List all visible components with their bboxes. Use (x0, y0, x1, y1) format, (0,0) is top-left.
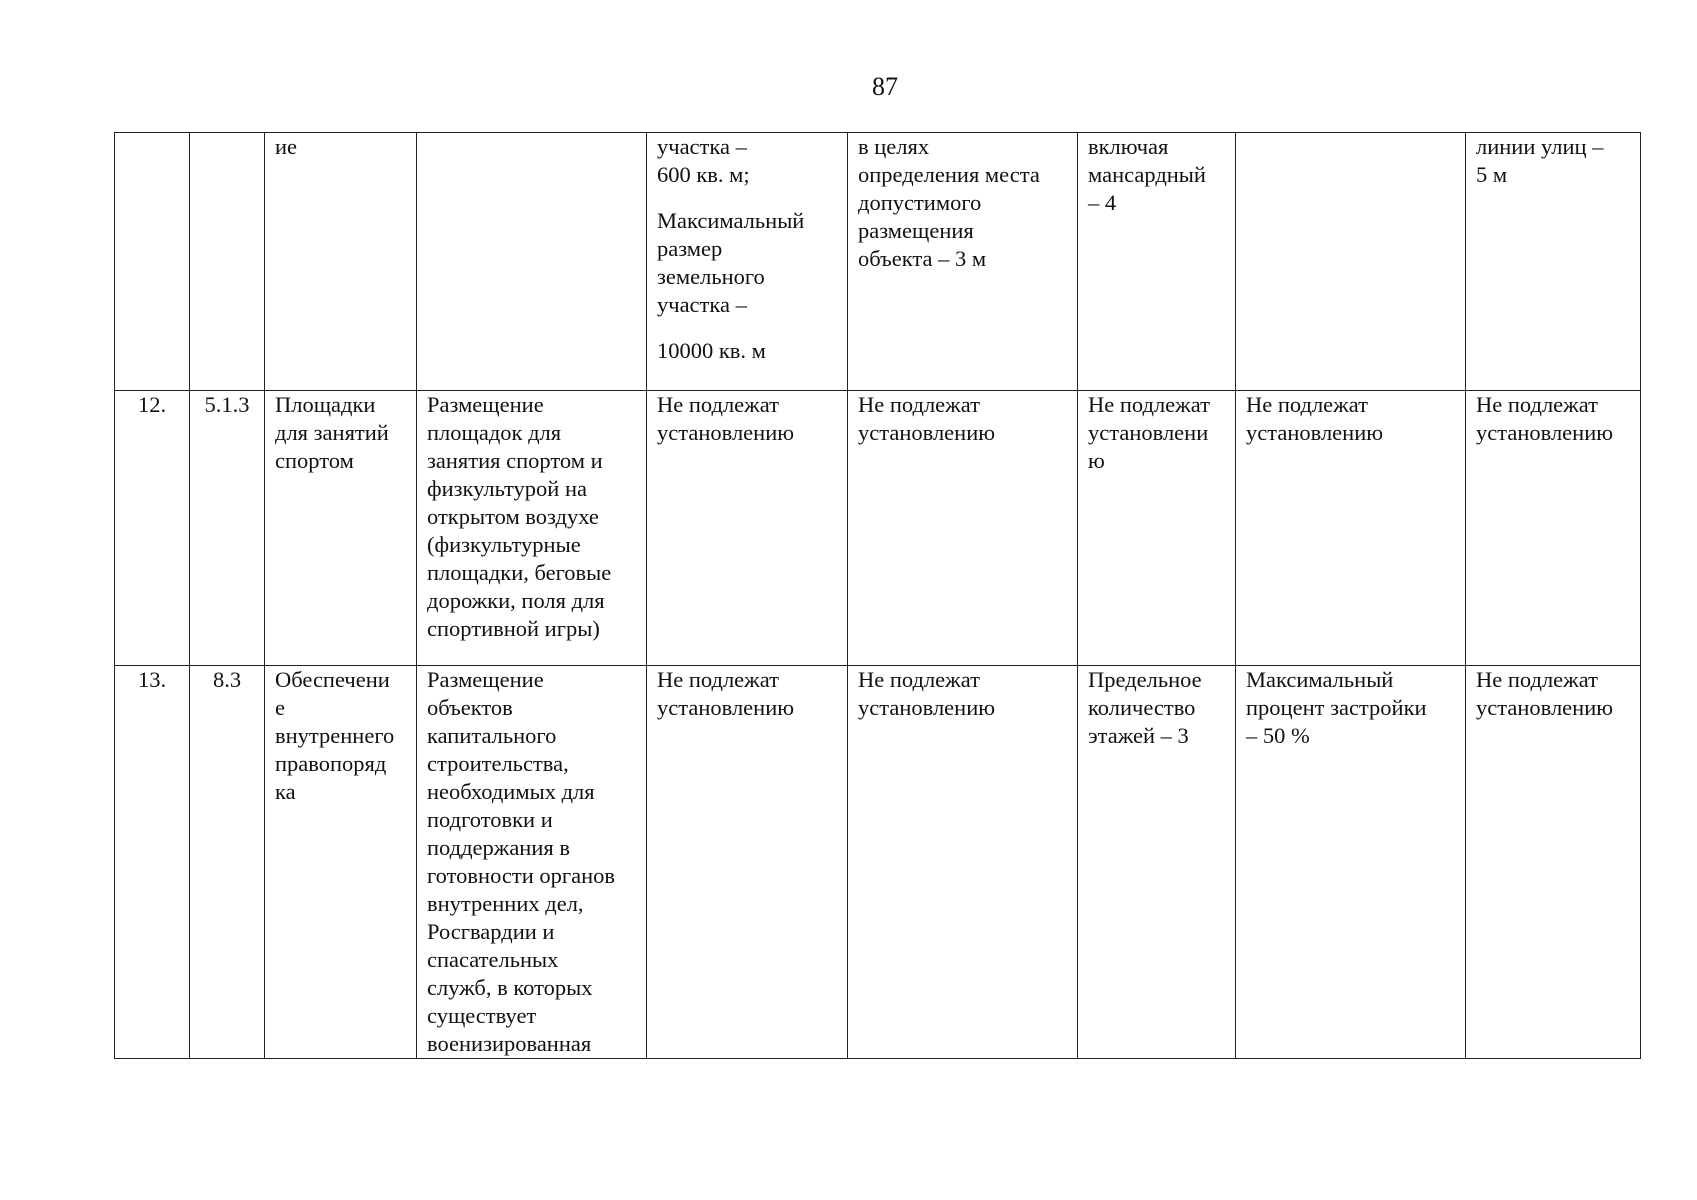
cell-other-params (1466, 666, 1641, 1059)
cell-plot-sizes (647, 666, 848, 1059)
cell-text: Не подлежат установлению (858, 667, 996, 720)
table-row (115, 133, 1641, 391)
cell-use-name (265, 133, 417, 391)
cell-plot-sizes (647, 133, 848, 391)
cell-text: 5.1.3 (204, 392, 250, 417)
cell-text: Не подлежат установлению (858, 392, 996, 445)
cell-text: Максимальный процент застройки – 50 % (1246, 667, 1427, 748)
cell-text: 12. (137, 392, 167, 417)
cell-paragraph: Не подлежат установлению (657, 392, 795, 445)
cell-number (115, 391, 190, 666)
cell-paragraph: Не подлежат установлению (657, 667, 795, 720)
cell-floors (1078, 391, 1236, 666)
cell-text: в целях определения места допустимого размещения объекта – 3 м (858, 134, 1040, 271)
cell-plot-sizes (647, 391, 848, 666)
cell-paragraph: Максимальный размер земельного участка – (657, 208, 805, 317)
cell-text: ие (275, 134, 298, 159)
cell-text: Размещение площадок для занятия спортом и физкультурой на открытом воздухе (физкультурные площадки, беговые дорожки, поля для спортивной игры) (427, 392, 612, 641)
cell-text: Не подлежат установлению (1476, 667, 1614, 720)
cell-floors (1078, 666, 1236, 1059)
cell-paragraph: 10000 кв. м (657, 338, 766, 363)
table-row (115, 666, 1641, 1059)
cell-use-name (265, 391, 417, 666)
cell-other-params (1466, 391, 1641, 666)
cell-text: Площадки для занятий спортом (275, 392, 389, 473)
cell-coverage (1236, 133, 1466, 391)
cell-setbacks (848, 133, 1078, 391)
cell-other-params (1466, 133, 1641, 391)
cell-text: Не подлежат установлению (1476, 392, 1614, 445)
cell-text: Размещение объектов капитального строительства, необходимых для подготовки и поддержания в готовности органов внутренних дел, Росгвардии и спасательных служб, в которых существует военизированная (427, 667, 615, 1056)
cell-text: Обеспечени е внутреннего правопоряд ка (275, 667, 395, 804)
cell-code (190, 666, 265, 1059)
cell-use-name (265, 666, 417, 1059)
page-number: 87 (872, 72, 898, 101)
cell-text: включая мансардный – 4 (1088, 134, 1206, 215)
cell-setbacks (848, 391, 1078, 666)
cell-number (115, 133, 190, 391)
cell-setbacks (848, 666, 1078, 1059)
cell-text: Не подлежат установлени ю (1088, 392, 1210, 473)
table-row (115, 391, 1641, 666)
cell-use-description (417, 133, 647, 391)
cell-code (190, 391, 265, 666)
regulations-table (114, 132, 1641, 1059)
cell-number (115, 666, 190, 1059)
cell-floors (1078, 133, 1236, 391)
cell-text: линии улиц – 5 м (1476, 134, 1604, 187)
cell-text: Предельное количество этажей – 3 (1088, 667, 1202, 748)
cell-use-description (417, 391, 647, 666)
cell-text: 13. (137, 667, 167, 692)
table-body (115, 133, 1641, 1059)
cell-use-description (417, 666, 647, 1059)
cell-code (190, 133, 265, 391)
cell-text: Не подлежат установлению (1246, 392, 1384, 445)
cell-text: 8.3 (212, 667, 242, 692)
cell-coverage (1236, 391, 1466, 666)
cell-coverage (1236, 666, 1466, 1059)
cell-paragraph: участка – 600 кв. м; (657, 134, 750, 187)
